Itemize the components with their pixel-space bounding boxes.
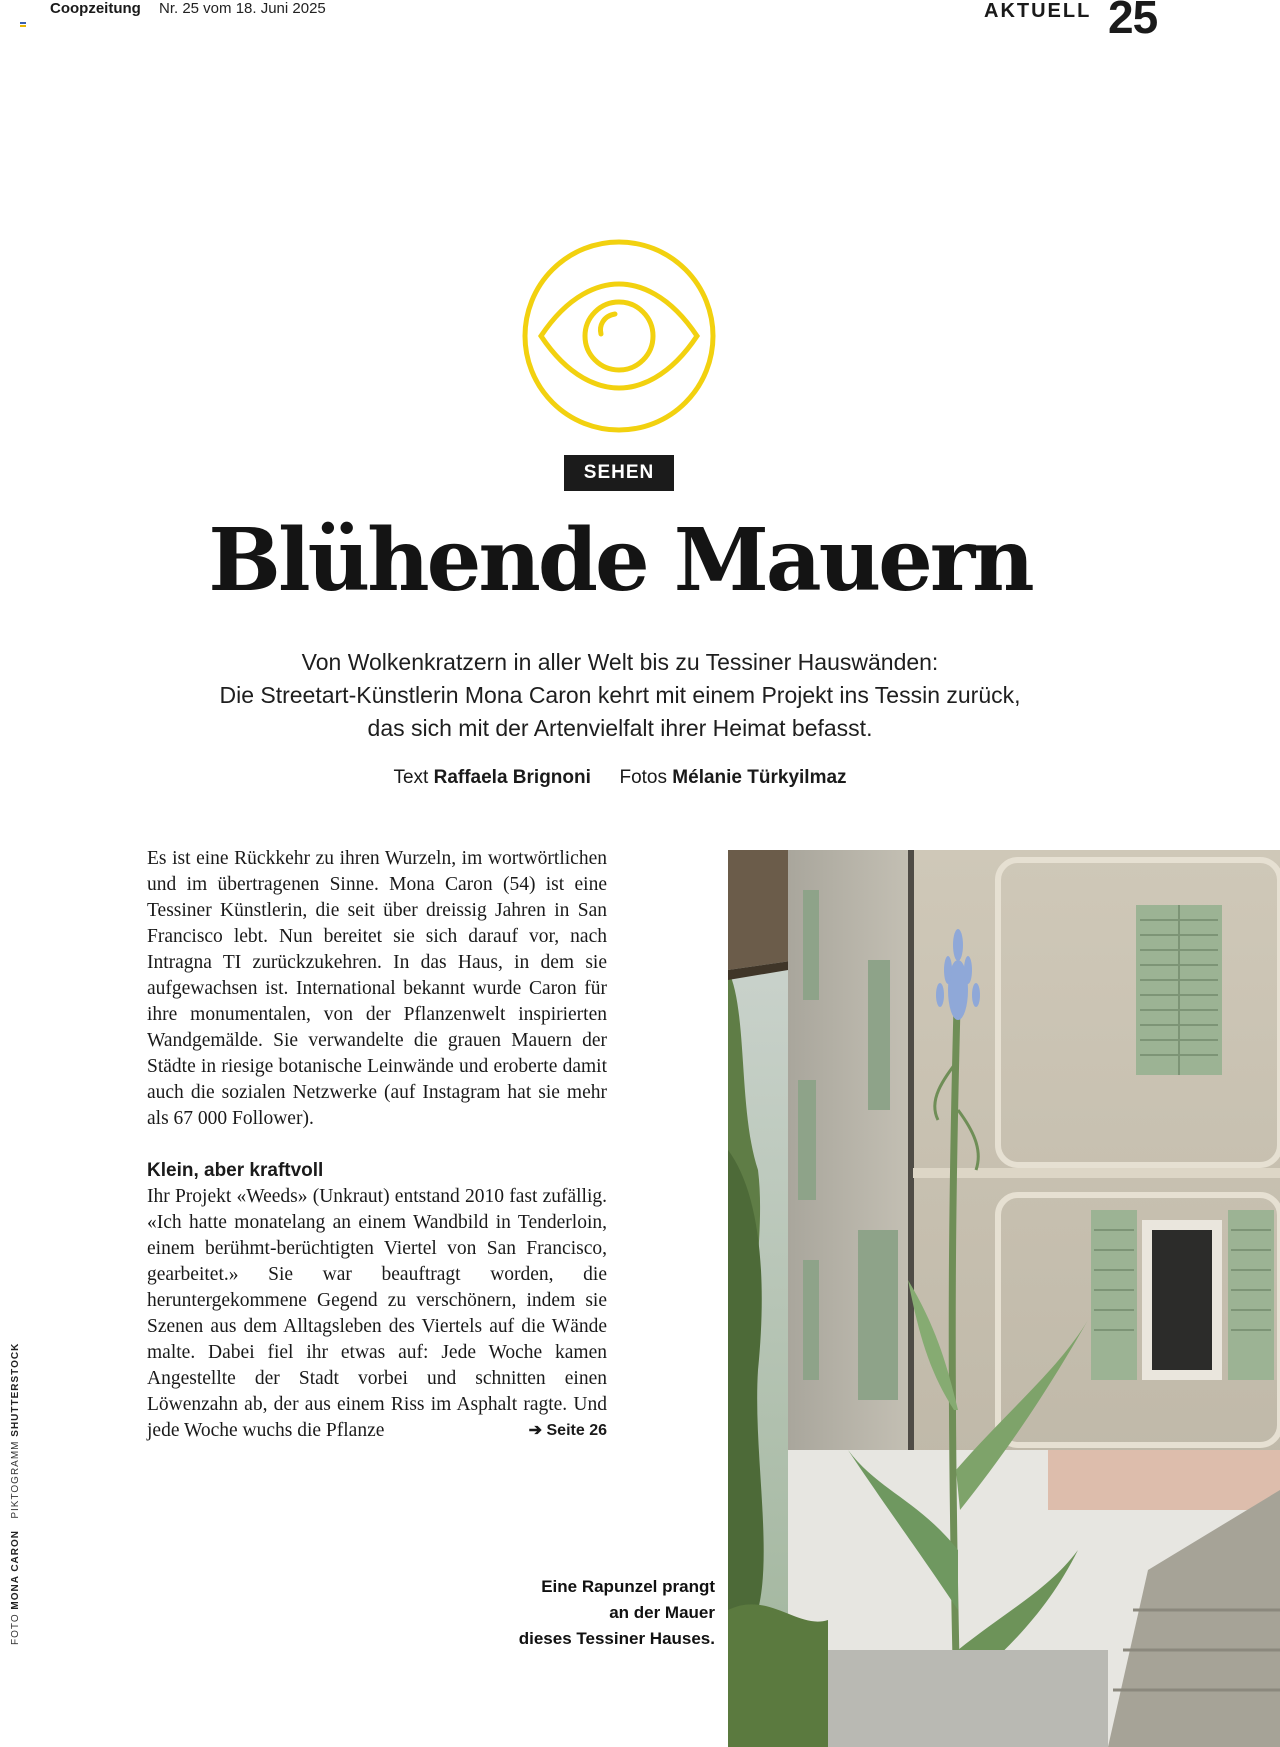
issue-info: Nr. 25 vom 18. Juni 2025 — [159, 0, 326, 17]
credit-photo-label: FOTO — [10, 1613, 21, 1645]
article-body — [147, 846, 607, 1444]
continue-link[interactable]: ➔ Seite 26 — [528, 1422, 607, 1439]
byline — [0, 767, 1240, 789]
caption-line: dieses Tessiner Hauses. — [518, 1629, 715, 1648]
byline-photographer: Mélanie Türkyilmaz — [672, 767, 847, 788]
byline-text-label: Text — [393, 767, 429, 788]
topbar-mark — [20, 22, 26, 27]
kicker-badge: SEHEN — [564, 455, 674, 491]
body-paragraph-2-text: Ihr Projekt «Weeds» (Unkraut) entstand 2010 fast zufällig. «Ich hatte monatelang an einem Wandbild in Tenderloin, einem berühmt-berüchtigten Viertel von San Francisco, gearbeitet.» Sie war beauftragt worden, die heruntergekommene Gegend zu verschönern, indem sie Szenen aus dem Alltagsleben des Viertels auf die Wände malte. Dabei fiel ihr etwas auf: Jede Woche kamen Angestellte der Stadt vorbei und schnitten einen Löwenzahn ab, der aus einem Riss im Asphalt ragte. Und jede Woche wuchs die Pflanze — [147, 1186, 607, 1441]
publication-name: Coopzeitung — [50, 0, 141, 17]
credit-icon-label: PIKTOGRAMM — [10, 1440, 21, 1519]
lead-text — [120, 646, 1120, 745]
lead-line: Von Wolkenkratzern in aller Welt bis zu Tessiner Hauswänden: — [301, 649, 939, 675]
credit-photo-name: MONA CARON — [10, 1530, 21, 1610]
caption-line: Eine Rapunzel prangt — [541, 1577, 715, 1596]
photo-credit — [10, 1343, 21, 1645]
headline: Blühende Mauern — [208, 510, 1032, 611]
page-header — [50, 0, 326, 17]
page-number: 25 — [1108, 0, 1158, 43]
section-label: AKTUELL — [984, 0, 1092, 22]
byline-author: Raffaela Brignoni — [433, 767, 591, 788]
house-mural-photo — [728, 850, 1280, 1747]
lead-line: das sich mit der Artenvielfalt ihrer Heimat befasst. — [367, 715, 873, 741]
byline-photo-label: Fotos — [619, 767, 668, 788]
body-paragraph-2 — [147, 1184, 607, 1444]
photo-caption — [519, 1574, 715, 1652]
credit-icon-name: SHUTTERSTOCK — [10, 1342, 21, 1437]
eye-icon — [519, 236, 719, 436]
body-paragraph-1: Es ist eine Rückkehr zu ihren Wurzeln, im wortwörtlichen und im übertragenen Sinne. Mona Caron (54) ist eine Tessiner Künstlerin, die seit über dreissig Jahren in San Francisco lebt. Nun bereitet sie sich darauf vor, nach Intragna TI zurückzukehren. In das Haus, in dem sie aufgewachsen ist. International bekannt wurde Caron für ihre monumentalen, von der Pflanzenwelt inspirierten Wandgemälde. Sie verwandelte die grauen Mauern der Städte in riesige botanische Leinwände und eroberte damit auch die sozialen Netzwerke (auf Instagram hat sie mehr als 67 000 Follower). — [147, 848, 607, 1129]
caption-line: an der Mauer — [609, 1603, 715, 1622]
subheading: Klein, aber kraftvoll — [147, 1160, 324, 1181]
lead-line: Die Streetart-Künstlerin Mona Caron kehrt mit einem Projekt ins Tessin zurück, — [219, 682, 1021, 708]
